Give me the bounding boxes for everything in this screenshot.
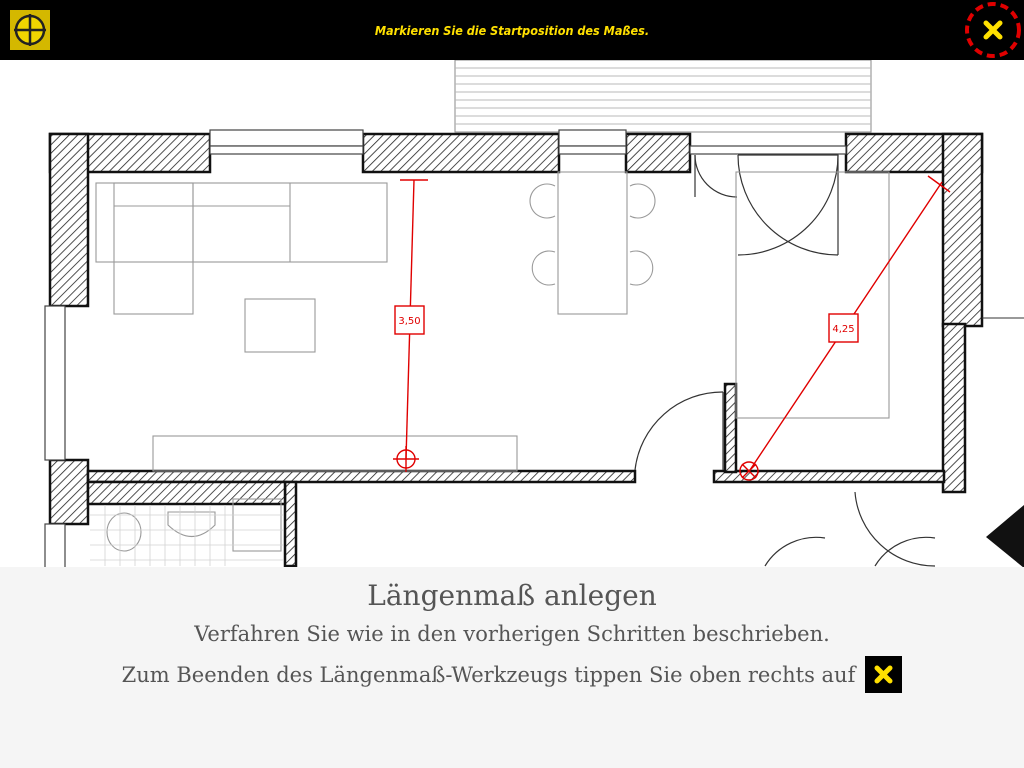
terrace xyxy=(455,60,871,132)
panel-text-finish xyxy=(0,658,1024,695)
measurement-label-2: 4,25 xyxy=(832,324,855,335)
close-tool-button[interactable] xyxy=(963,1,1023,59)
panel-text-steps: Verfahren Sie wie in den vorherigen Schritten beschrieben. xyxy=(194,622,830,646)
doors xyxy=(635,155,935,566)
top-toolbar xyxy=(0,0,1024,60)
close-x-icon xyxy=(865,656,902,693)
instruction-panel xyxy=(0,567,1024,768)
close-x-icon xyxy=(986,23,1000,37)
panel-text-finish-label: Zum Beenden des Längenmaß-Werkzeugs tippen Sie oben rechts auf xyxy=(121,663,856,687)
walls xyxy=(50,134,982,566)
exterior-details xyxy=(982,318,1024,568)
instruction-text: Markieren Sie die Startposition des Maßes. xyxy=(374,23,650,38)
measure-end-marker[interactable] xyxy=(393,446,419,472)
measurement-label-1: 3,50 xyxy=(398,316,421,327)
floor-plan[interactable] xyxy=(0,60,1024,568)
measurement-line-1[interactable] xyxy=(393,180,428,472)
measurement-line-2[interactable] xyxy=(740,176,950,480)
crosshair-logo-icon[interactable] xyxy=(10,10,50,50)
panel-title: Längenmaß anlegen xyxy=(367,579,657,612)
